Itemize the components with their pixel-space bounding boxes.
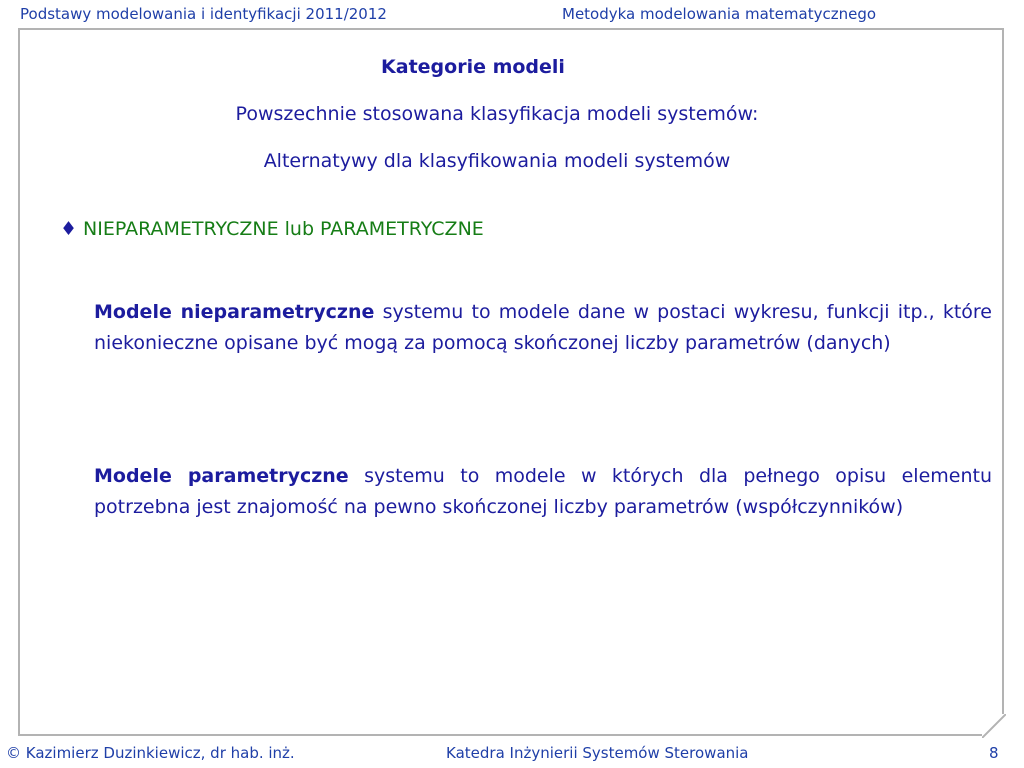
slide-frame — [18, 28, 1004, 736]
slide-subtitle-alternatives: Alternatywy dla klasyfikowania modeli systemów — [263, 150, 731, 172]
definition-text: systemu to modele w których dla pełnego opisu elementu potrzebna jest znajomość na pewno skończonej liczby parametrów (współczynników) — [94, 465, 992, 518]
definition-term: Modele parametryczne — [94, 465, 349, 487]
slide-footer — [0, 740, 1024, 768]
bullet-text: NIEPARAMETRYCZNE lub PARAMETRYCZNE — [83, 218, 484, 240]
diamond-icon: ♦ — [60, 218, 78, 240]
slide-title: Kategorie modeli — [381, 56, 565, 78]
definition-term: Modele nieparametryczne — [94, 301, 375, 323]
author-credit: © Kazimierz Duzinkiewicz, dr hab. inż. — [6, 744, 295, 762]
slide-subtitle: Powszechnie stosowana klasyfikacja modeli systemów: — [235, 103, 759, 125]
definition-nonparametric — [94, 297, 992, 359]
folded-corner-icon — [982, 714, 1006, 738]
department-name: Katedra Inżynierii Systemów Sterowania — [446, 744, 749, 762]
section-title: Metodyka modelowania matematycznego — [562, 5, 877, 23]
definition-parametric — [94, 461, 992, 523]
page-number: 8 — [989, 744, 999, 762]
course-title: Podstawy modelowania i identyfikacji 2011/2012 — [20, 5, 387, 23]
definition-text: systemu to modele dane w postaci wykresu, funkcji itp., które niekonieczne opisane być mogą za pomocą skończonej liczby parametrów (danych) — [94, 301, 992, 354]
bullet-item — [60, 218, 484, 240]
slide-header — [0, 0, 1024, 30]
